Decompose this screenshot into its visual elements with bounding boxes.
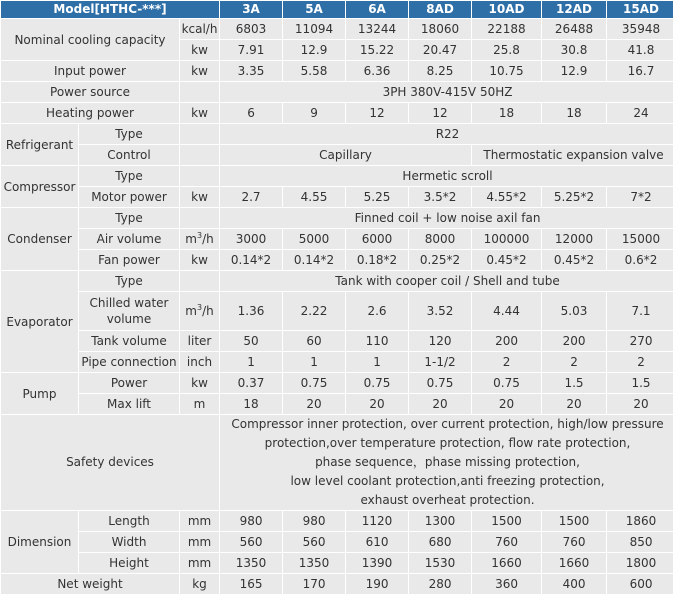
value-cell: 9 [283, 103, 345, 123]
unit-cell [180, 229, 219, 249]
net-weight-row [1, 574, 673, 594]
dimension-length-row [1, 511, 673, 531]
value-cell: 0.18*2 [346, 250, 408, 270]
value-cell: 5000 [283, 229, 345, 249]
unit-cell: mm [180, 532, 219, 552]
value-cell: 2 [472, 352, 541, 372]
span-value-cell: R22 [220, 124, 673, 144]
row-label: Length [79, 511, 179, 531]
value-cell: 280 [409, 574, 471, 594]
value-cell: 13244 [346, 19, 408, 39]
unit-base: m [185, 232, 197, 246]
group-label: Refrigerant [1, 124, 78, 165]
span-value-cell: Hermetic scroll [220, 166, 673, 186]
row-label: Width [79, 532, 179, 552]
dimension-width-row [1, 532, 673, 552]
value-cell: 1.36 [220, 292, 282, 330]
group-label: Compressor [1, 166, 78, 207]
value-cell: 1 [220, 352, 282, 372]
condenser-type-row [1, 208, 673, 228]
dimension-height-row [1, 553, 673, 573]
row-label-line: volume [106, 312, 152, 326]
refrigerant-type-row [1, 124, 673, 144]
group-label: Evaporator [1, 271, 78, 372]
row-label: Control [79, 145, 179, 165]
safety-line: Compressor inner protection, over current protection, high/low pressure [231, 417, 664, 431]
model-col-header: 3A [220, 1, 282, 18]
unit-cell: kw [180, 61, 219, 81]
value-cell: 60 [283, 331, 345, 351]
value-cell: 20 [607, 394, 673, 414]
value-cell: 30.8 [542, 40, 606, 60]
unit-cell: kw [180, 103, 219, 123]
unit-cell [180, 166, 219, 186]
value-cell: 0.14*2 [283, 250, 345, 270]
value-cell: 270 [607, 331, 673, 351]
unit-exponent: 3 [196, 231, 203, 240]
value-cell: 12 [346, 103, 408, 123]
value-cell: 1300 [409, 511, 471, 531]
value-cell: 4.55 [283, 187, 345, 207]
unit-cell [180, 124, 219, 144]
value-cell: 7.91 [220, 40, 282, 60]
value-cell: 15.22 [346, 40, 408, 60]
model-col-header: 6A [346, 1, 408, 18]
unit-cell: m [180, 394, 219, 414]
value-cell: 110 [346, 331, 408, 351]
value-cell: 50 [220, 331, 282, 351]
value-cell: 2.6 [346, 292, 408, 330]
value-cell: 18 [220, 394, 282, 414]
value-cell: 26488 [542, 19, 606, 39]
value-cell: 1350 [283, 553, 345, 573]
row-label: Heating power [1, 103, 179, 123]
value-cell: 170 [283, 574, 345, 594]
value-cell: 100000 [472, 229, 541, 249]
input-power-row [1, 61, 673, 81]
value-cell: 12.9 [542, 61, 606, 81]
value-cell: 1660 [472, 553, 541, 573]
row-label: Height [79, 553, 179, 573]
value-cell: 120 [409, 331, 471, 351]
value-cell: 4.55*2 [472, 187, 541, 207]
span-value-cell: Tank with cooper coil / Shell and tube [220, 271, 673, 291]
value-cell: 18 [542, 103, 606, 123]
span-value-cell: 3PH 380V-415V 50HZ [220, 82, 673, 102]
evaporator-pipe-row [1, 352, 673, 372]
heating-power-row [1, 103, 673, 123]
value-cell: 1500 [542, 511, 606, 531]
row-label: Power source [1, 82, 179, 102]
value-cell: 3000 [220, 229, 282, 249]
row-label: Tank volume [79, 331, 179, 351]
value-cell: 1500 [472, 511, 541, 531]
safety-line: low level coolant protection,anti freezing protection, [290, 474, 605, 488]
value-cell: 600 [607, 574, 673, 594]
value-cell: 1-1/2 [409, 352, 471, 372]
value-cell: 12000 [542, 229, 606, 249]
unit-cell: kw [180, 40, 219, 60]
value-cell: 1660 [542, 553, 606, 573]
value-cell: 20.47 [409, 40, 471, 60]
safety-line: exhaust overheat protection. [360, 493, 535, 507]
value-cell: 2 [542, 352, 606, 372]
unit-base: m [185, 304, 197, 318]
compressor-motor-row [1, 187, 673, 207]
row-label: Input power [1, 61, 179, 81]
evaporator-tank-row [1, 331, 673, 351]
value-cell: 0.25*2 [409, 250, 471, 270]
group-label: Dimension [1, 511, 78, 573]
value-cell: 22188 [472, 19, 541, 39]
span-value-cell: Finned coil + low noise axil fan [220, 208, 673, 228]
compressor-type-row [1, 166, 673, 186]
value-cell: 980 [220, 511, 282, 531]
value-cell: 20 [542, 394, 606, 414]
model-col-header: 12AD [542, 1, 606, 18]
unit-cell: kw [180, 373, 219, 393]
span-value-cell: Capillary [220, 145, 471, 165]
unit-cell: kw [180, 187, 219, 207]
unit-cell: kw [180, 250, 219, 270]
value-cell: 760 [472, 532, 541, 552]
value-cell: 6803 [220, 19, 282, 39]
row-label: Net weight [1, 574, 179, 594]
span-value-cell: Thermostatic expansion valve [472, 145, 673, 165]
value-cell: 10.75 [472, 61, 541, 81]
value-cell: 1860 [607, 511, 673, 531]
value-cell: 1390 [346, 553, 408, 573]
header-row [1, 1, 673, 18]
value-cell: 1350 [220, 553, 282, 573]
value-cell: 41.8 [607, 40, 673, 60]
safety-line: phase sequence，phase missing protection, [315, 455, 580, 469]
unit-cell [180, 292, 219, 330]
refrigerant-control-row [1, 145, 673, 165]
pump-lift-row [1, 394, 673, 414]
row-label: Type [79, 124, 179, 144]
value-cell: 0.6*2 [607, 250, 673, 270]
value-cell: 1 [346, 352, 408, 372]
model-col-header: 15AD [607, 1, 673, 18]
value-cell: 560 [283, 532, 345, 552]
value-cell: 8.25 [409, 61, 471, 81]
value-cell: 5.58 [283, 61, 345, 81]
value-cell: 6.36 [346, 61, 408, 81]
evaporator-type-row [1, 271, 673, 291]
value-cell: 980 [283, 511, 345, 531]
row-label: Max lift [79, 394, 179, 414]
model-col-header: 8AD [409, 1, 471, 18]
value-cell: 560 [220, 532, 282, 552]
value-cell: 20 [283, 394, 345, 414]
row-label: Power [79, 373, 179, 393]
value-cell: 1120 [346, 511, 408, 531]
unit-tail: /h [202, 232, 214, 246]
value-cell: 5.03 [542, 292, 606, 330]
value-cell: 0.75 [409, 373, 471, 393]
unit-cell: mm [180, 553, 219, 573]
row-label: Type [79, 208, 179, 228]
value-cell: 2.22 [283, 292, 345, 330]
safety-row [1, 415, 673, 510]
value-cell: 760 [542, 532, 606, 552]
value-cell: 850 [607, 532, 673, 552]
row-label: Fan power [79, 250, 179, 270]
value-cell: 610 [346, 532, 408, 552]
value-cell: 20 [346, 394, 408, 414]
value-cell: 7*2 [607, 187, 673, 207]
value-cell: 3.5*2 [409, 187, 471, 207]
value-cell: 1530 [409, 553, 471, 573]
safety-text [220, 415, 673, 510]
value-cell: 5.25*2 [542, 187, 606, 207]
value-cell: 2.7 [220, 187, 282, 207]
value-cell: 6 [220, 103, 282, 123]
value-cell: 360 [472, 574, 541, 594]
value-cell: 16.7 [607, 61, 673, 81]
value-cell: 4.44 [472, 292, 541, 330]
condenser-air-row [1, 229, 673, 249]
value-cell: 12.9 [283, 40, 345, 60]
model-header: Model[HTHC-***] [1, 1, 219, 18]
value-cell: 7.1 [607, 292, 673, 330]
unit-cell: inch [180, 352, 219, 372]
condenser-fan-row [1, 250, 673, 270]
value-cell: 18060 [409, 19, 471, 39]
group-label: Pump [1, 373, 78, 414]
unit-cell: kcal/h [180, 19, 219, 39]
unit-cell: kg [180, 574, 219, 594]
safety-line: protection,over temperature protection, flow rate protection, [264, 436, 631, 450]
value-cell: 190 [346, 574, 408, 594]
unit-cell [180, 208, 219, 228]
value-cell: 1.5 [607, 373, 673, 393]
unit-cell [180, 145, 219, 165]
value-cell: 0.75 [283, 373, 345, 393]
value-cell: 1 [283, 352, 345, 372]
value-cell: 0.75 [346, 373, 408, 393]
value-cell: 6000 [346, 229, 408, 249]
value-cell: 20 [409, 394, 471, 414]
value-cell: 0.37 [220, 373, 282, 393]
value-cell: 35948 [607, 19, 673, 39]
value-cell: 3.35 [220, 61, 282, 81]
value-cell: 15000 [607, 229, 673, 249]
value-cell: 165 [220, 574, 282, 594]
row-label: Nominal cooling capacity [1, 19, 179, 60]
value-cell: 18 [472, 103, 541, 123]
pump-power-row [1, 373, 673, 393]
row-label-line: Chilled water [89, 296, 169, 310]
row-label: Type [79, 271, 179, 291]
value-cell: 20 [472, 394, 541, 414]
value-cell: 0.45*2 [472, 250, 541, 270]
value-cell: 1800 [607, 553, 673, 573]
value-cell: 11094 [283, 19, 345, 39]
value-cell: 680 [409, 532, 471, 552]
cooling-kcal-row [1, 19, 673, 39]
evaporator-chilled-row [1, 292, 673, 330]
value-cell: 200 [472, 331, 541, 351]
row-label: Motor power [79, 187, 179, 207]
unit-cell [180, 82, 219, 102]
unit-cell: liter [180, 331, 219, 351]
model-col-header: 5A [283, 1, 345, 18]
unit-cell: mm [180, 511, 219, 531]
value-cell: 2 [607, 352, 673, 372]
group-label: Condenser [1, 208, 78, 270]
row-label: Safety devices [1, 415, 219, 510]
unit-cell [180, 271, 219, 291]
model-col-header: 10AD [472, 1, 541, 18]
row-label [79, 292, 179, 330]
value-cell: 3.52 [409, 292, 471, 330]
unit-tail: /h [202, 304, 214, 318]
value-cell: 0.75 [472, 373, 541, 393]
value-cell: 25.8 [472, 40, 541, 60]
value-cell: 1.5 [542, 373, 606, 393]
row-label: Type [79, 166, 179, 186]
value-cell: 12 [409, 103, 471, 123]
unit-exponent: 3 [196, 303, 203, 312]
row-label: Pipe connection [79, 352, 179, 372]
value-cell: 0.45*2 [542, 250, 606, 270]
value-cell: 0.14*2 [220, 250, 282, 270]
value-cell: 8000 [409, 229, 471, 249]
value-cell: 24 [607, 103, 673, 123]
value-cell: 400 [542, 574, 606, 594]
power-source-row [1, 82, 673, 102]
row-label: Air volume [79, 229, 179, 249]
value-cell: 200 [542, 331, 606, 351]
value-cell: 5.25 [346, 187, 408, 207]
